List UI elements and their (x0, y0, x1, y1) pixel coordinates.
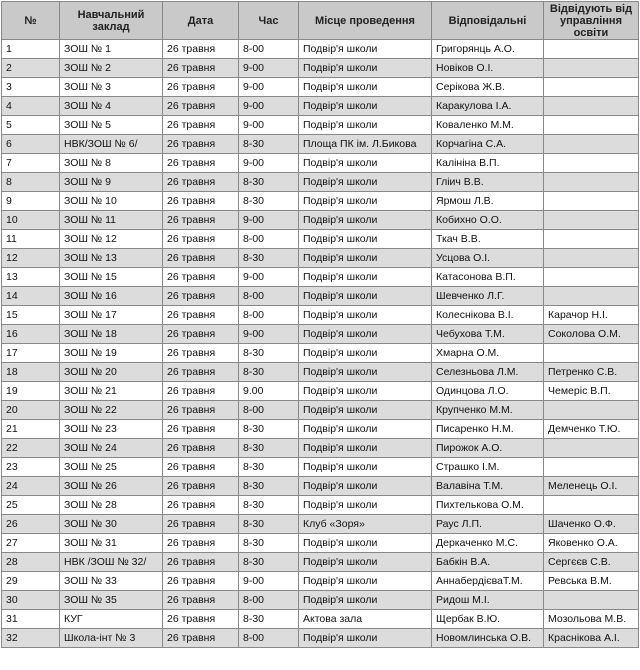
cell-time: 8-00 (239, 591, 299, 610)
cell-number: 31 (2, 610, 60, 629)
cell-date: 26 травня (163, 496, 239, 515)
cell-date: 26 травня (163, 97, 239, 116)
table-row (2, 515, 639, 534)
cell-institution: ЗОШ № 12 (60, 230, 163, 249)
table-row (2, 572, 639, 591)
cell-visitors (544, 211, 639, 230)
cell-date: 26 травня (163, 591, 239, 610)
cell-date: 26 травня (163, 610, 239, 629)
cell-number: 8 (2, 173, 60, 192)
cell-date: 26 травня (163, 211, 239, 230)
cell-responsible: Деркаченко М.С. (432, 534, 544, 553)
cell-time: 9-00 (239, 78, 299, 97)
cell-date: 26 травня (163, 59, 239, 78)
cell-visitors: Краснікова А.І. (544, 629, 639, 648)
cell-time: 9-00 (239, 97, 299, 116)
cell-visitors: Соколова О.М. (544, 325, 639, 344)
cell-institution: ЗОШ № 4 (60, 97, 163, 116)
table-row (2, 496, 639, 515)
cell-responsible: Щербак В.Ю. (432, 610, 544, 629)
cell-venue: Подвір'я школи (299, 534, 432, 553)
cell-time: 8-00 (239, 40, 299, 59)
cell-institution: НВК/ЗОШ № 6/ (60, 135, 163, 154)
cell-institution: ЗОШ № 20 (60, 363, 163, 382)
cell-visitors: Яковенко О.А. (544, 534, 639, 553)
header-visitors: Відвідують від управління освіти (544, 2, 639, 40)
cell-venue: Подвір'я школи (299, 458, 432, 477)
cell-institution: ЗОШ № 16 (60, 287, 163, 306)
table-row (2, 230, 639, 249)
cell-institution: НВК /ЗОШ № 32/ (60, 553, 163, 572)
header-venue: Місце проведення (299, 2, 432, 40)
cell-visitors: Шаченко О.Ф. (544, 515, 639, 534)
cell-date: 26 травня (163, 629, 239, 648)
cell-date: 26 травня (163, 515, 239, 534)
cell-responsible: Ридош М.І. (432, 591, 544, 610)
cell-number: 13 (2, 268, 60, 287)
cell-number: 22 (2, 439, 60, 458)
cell-venue: Подвір'я школи (299, 344, 432, 363)
cell-responsible: Крупченко М.М. (432, 401, 544, 420)
cell-number: 17 (2, 344, 60, 363)
table-row (2, 439, 639, 458)
cell-number: 16 (2, 325, 60, 344)
cell-number: 7 (2, 154, 60, 173)
cell-date: 26 травня (163, 40, 239, 59)
cell-time: 9-00 (239, 268, 299, 287)
cell-institution: ЗОШ № 3 (60, 78, 163, 97)
cell-responsible: Серікова Ж.В. (432, 78, 544, 97)
cell-time: 8-00 (239, 230, 299, 249)
table-row (2, 363, 639, 382)
cell-institution: ЗОШ № 35 (60, 591, 163, 610)
table-row (2, 192, 639, 211)
cell-date: 26 травня (163, 192, 239, 211)
table-row (2, 116, 639, 135)
cell-time: 8-30 (239, 363, 299, 382)
cell-venue: Актова зала (299, 610, 432, 629)
cell-institution: ЗОШ № 30 (60, 515, 163, 534)
cell-responsible: Коваленко М.М. (432, 116, 544, 135)
cell-date: 26 травня (163, 477, 239, 496)
cell-venue: Площа ПК ім. Л.Бикова (299, 135, 432, 154)
cell-number: 26 (2, 515, 60, 534)
cell-venue: Подвір'я школи (299, 572, 432, 591)
cell-time: 8-00 (239, 306, 299, 325)
cell-visitors (544, 192, 639, 211)
cell-visitors (544, 40, 639, 59)
cell-visitors (544, 59, 639, 78)
header-date: Дата (163, 2, 239, 40)
cell-venue: Подвір'я школи (299, 629, 432, 648)
cell-visitors (544, 591, 639, 610)
header-responsible: Відповідальні (432, 2, 544, 40)
cell-responsible: Корчагіна С.А. (432, 135, 544, 154)
cell-time: 8-30 (239, 553, 299, 572)
cell-venue: Подвір'я школи (299, 173, 432, 192)
cell-time: 8-30 (239, 173, 299, 192)
cell-visitors: Чемеріс В.П. (544, 382, 639, 401)
cell-institution: ЗОШ № 1 (60, 40, 163, 59)
cell-venue: Подвір'я школи (299, 249, 432, 268)
cell-institution: ЗОШ № 26 (60, 477, 163, 496)
cell-institution: ЗОШ № 24 (60, 439, 163, 458)
table-row (2, 59, 639, 78)
cell-visitors: Меленець О.І. (544, 477, 639, 496)
cell-responsible: Одинцова Л.О. (432, 382, 544, 401)
table-row (2, 173, 639, 192)
cell-venue: Подвір'я школи (299, 325, 432, 344)
table-row (2, 78, 639, 97)
cell-date: 26 травня (163, 363, 239, 382)
table-row (2, 211, 639, 230)
cell-responsible: Катасонова В.П. (432, 268, 544, 287)
cell-number: 18 (2, 363, 60, 382)
table-row (2, 420, 639, 439)
cell-institution: ЗОШ № 10 (60, 192, 163, 211)
cell-responsible: Каракулова І.А. (432, 97, 544, 116)
cell-number: 21 (2, 420, 60, 439)
cell-institution: ЗОШ № 25 (60, 458, 163, 477)
cell-visitors: Ревська В.М. (544, 572, 639, 591)
cell-visitors (544, 439, 639, 458)
cell-number: 15 (2, 306, 60, 325)
cell-number: 2 (2, 59, 60, 78)
cell-institution: ЗОШ № 31 (60, 534, 163, 553)
schedule-table (1, 1, 639, 648)
table-row (2, 344, 639, 363)
cell-venue: Подвір'я школи (299, 192, 432, 211)
cell-date: 26 травня (163, 287, 239, 306)
cell-responsible: Григорянць А.О. (432, 40, 544, 59)
table-row (2, 477, 639, 496)
cell-date: 26 травня (163, 154, 239, 173)
cell-responsible: Бабкін В.А. (432, 553, 544, 572)
table-row (2, 97, 639, 116)
cell-time: 8-30 (239, 515, 299, 534)
cell-institution: ЗОШ № 2 (60, 59, 163, 78)
cell-responsible: Усцова О.І. (432, 249, 544, 268)
cell-venue: Подвір'я школи (299, 382, 432, 401)
cell-responsible: Шевченко Л.Г. (432, 287, 544, 306)
cell-institution: ЗОШ № 13 (60, 249, 163, 268)
table-row (2, 306, 639, 325)
cell-responsible: Калініна В.П. (432, 154, 544, 173)
cell-responsible: Писаренко Н.М. (432, 420, 544, 439)
cell-venue: Подвір'я школи (299, 287, 432, 306)
cell-number: 30 (2, 591, 60, 610)
cell-date: 26 травня (163, 439, 239, 458)
cell-time: 9.00 (239, 382, 299, 401)
cell-institution: ЗОШ № 18 (60, 325, 163, 344)
cell-venue: Подвір'я школи (299, 591, 432, 610)
cell-visitors (544, 173, 639, 192)
cell-date: 26 травня (163, 230, 239, 249)
cell-responsible: Хмарна О.М. (432, 344, 544, 363)
cell-venue: Подвір'я школи (299, 116, 432, 135)
cell-responsible: Пирожок А.О. (432, 439, 544, 458)
cell-number: 14 (2, 287, 60, 306)
cell-time: 8-30 (239, 477, 299, 496)
cell-time: 9-00 (239, 59, 299, 78)
cell-venue: Подвір'я школи (299, 401, 432, 420)
cell-visitors (544, 496, 639, 515)
cell-visitors: Сергєєв С.В. (544, 553, 639, 572)
cell-responsible: Ярмош Л.В. (432, 192, 544, 211)
table-body (2, 40, 639, 648)
cell-responsible: Валавіна Т.М. (432, 477, 544, 496)
cell-responsible: Раус Л.П. (432, 515, 544, 534)
cell-number: 9 (2, 192, 60, 211)
cell-visitors (544, 344, 639, 363)
cell-visitors: Демченко Т.Ю. (544, 420, 639, 439)
cell-visitors (544, 154, 639, 173)
cell-time: 8-30 (239, 610, 299, 629)
cell-venue: Подвір'я школи (299, 154, 432, 173)
cell-institution: ЗОШ № 19 (60, 344, 163, 363)
cell-number: 32 (2, 629, 60, 648)
cell-venue: Подвір'я школи (299, 553, 432, 572)
cell-venue: Подвір'я школи (299, 59, 432, 78)
cell-venue: Подвір'я школи (299, 230, 432, 249)
cell-visitors (544, 230, 639, 249)
cell-date: 26 травня (163, 135, 239, 154)
table-row (2, 249, 639, 268)
table-row (2, 154, 639, 173)
cell-visitors (544, 97, 639, 116)
cell-date: 26 травня (163, 382, 239, 401)
cell-visitors (544, 116, 639, 135)
header-institution: Навчальний заклад (60, 2, 163, 40)
cell-venue: Подвір'я школи (299, 496, 432, 515)
cell-time: 8-30 (239, 496, 299, 515)
cell-venue: Подвір'я школи (299, 78, 432, 97)
cell-date: 26 травня (163, 553, 239, 572)
cell-number: 12 (2, 249, 60, 268)
cell-number: 1 (2, 40, 60, 59)
header-row (2, 2, 639, 40)
cell-institution: ЗОШ № 15 (60, 268, 163, 287)
cell-time: 8-00 (239, 629, 299, 648)
cell-visitors: Мозольова М.В. (544, 610, 639, 629)
cell-number: 5 (2, 116, 60, 135)
table-row (2, 534, 639, 553)
cell-number: 24 (2, 477, 60, 496)
cell-institution: ЗОШ № 28 (60, 496, 163, 515)
cell-time: 9-00 (239, 154, 299, 173)
cell-time: 8-30 (239, 249, 299, 268)
cell-time: 8-30 (239, 344, 299, 363)
cell-time: 8-30 (239, 458, 299, 477)
cell-date: 26 травня (163, 401, 239, 420)
cell-time: 8-00 (239, 287, 299, 306)
cell-venue: Подвір'я школи (299, 439, 432, 458)
cell-date: 26 травня (163, 116, 239, 135)
cell-number: 11 (2, 230, 60, 249)
cell-date: 26 травня (163, 458, 239, 477)
cell-venue: Подвір'я школи (299, 420, 432, 439)
cell-time: 8-30 (239, 135, 299, 154)
cell-institution: ЗОШ № 8 (60, 154, 163, 173)
cell-institution: ЗОШ № 23 (60, 420, 163, 439)
cell-institution: ЗОШ № 17 (60, 306, 163, 325)
cell-institution: ЗОШ № 33 (60, 572, 163, 591)
cell-responsible: Ткач В.В. (432, 230, 544, 249)
cell-institution: ЗОШ № 9 (60, 173, 163, 192)
cell-date: 26 травня (163, 306, 239, 325)
header-number: № (2, 2, 60, 40)
cell-number: 19 (2, 382, 60, 401)
cell-number: 28 (2, 553, 60, 572)
cell-number: 6 (2, 135, 60, 154)
cell-number: 25 (2, 496, 60, 515)
table-row (2, 40, 639, 59)
cell-date: 26 травня (163, 173, 239, 192)
cell-visitors: Карачор Н.І. (544, 306, 639, 325)
cell-institution: ЗОШ № 5 (60, 116, 163, 135)
cell-institution: ЗОШ № 21 (60, 382, 163, 401)
cell-institution: Школа-інт № 3 (60, 629, 163, 648)
cell-visitors (544, 78, 639, 97)
cell-time: 8-30 (239, 534, 299, 553)
cell-venue: Подвір'я школи (299, 477, 432, 496)
cell-date: 26 травня (163, 249, 239, 268)
cell-responsible: Кобихно О.О. (432, 211, 544, 230)
table-row (2, 629, 639, 648)
cell-date: 26 травня (163, 78, 239, 97)
table-row (2, 135, 639, 154)
cell-venue: Подвір'я школи (299, 40, 432, 59)
cell-institution: ЗОШ № 22 (60, 401, 163, 420)
cell-date: 26 травня (163, 268, 239, 287)
cell-time: 9-00 (239, 116, 299, 135)
cell-responsible: Пихтелькова О.М. (432, 496, 544, 515)
cell-number: 20 (2, 401, 60, 420)
cell-time: 8-00 (239, 401, 299, 420)
cell-venue: Подвір'я школи (299, 268, 432, 287)
header-time: Час (239, 2, 299, 40)
cell-responsible: Новіков О.І. (432, 59, 544, 78)
cell-date: 26 травня (163, 534, 239, 553)
cell-time: 9-00 (239, 325, 299, 344)
table-row (2, 401, 639, 420)
table-row (2, 382, 639, 401)
cell-number: 23 (2, 458, 60, 477)
table-row (2, 287, 639, 306)
cell-visitors (544, 401, 639, 420)
table-row (2, 458, 639, 477)
cell-responsible: Новомлинська О.В. (432, 629, 544, 648)
cell-number: 3 (2, 78, 60, 97)
cell-date: 26 травня (163, 572, 239, 591)
table-row (2, 591, 639, 610)
cell-responsible: Гліич В.В. (432, 173, 544, 192)
table-row (2, 610, 639, 629)
table-row (2, 553, 639, 572)
cell-venue: Подвір'я школи (299, 97, 432, 116)
cell-venue: Клуб «Зоря» (299, 515, 432, 534)
cell-venue: Подвір'я школи (299, 211, 432, 230)
cell-time: 8-30 (239, 192, 299, 211)
cell-visitors (544, 458, 639, 477)
cell-visitors: Петренко С.В. (544, 363, 639, 382)
cell-date: 26 травня (163, 420, 239, 439)
cell-time: 8-30 (239, 439, 299, 458)
cell-responsible: Страшко І.М. (432, 458, 544, 477)
cell-number: 27 (2, 534, 60, 553)
cell-responsible: Селезньова Л.М. (432, 363, 544, 382)
cell-number: 4 (2, 97, 60, 116)
cell-date: 26 травня (163, 325, 239, 344)
cell-time: 8-30 (239, 420, 299, 439)
cell-institution: КУГ (60, 610, 163, 629)
table-row (2, 268, 639, 287)
cell-institution: ЗОШ № 11 (60, 211, 163, 230)
cell-responsible: Колеснікова В.І. (432, 306, 544, 325)
cell-number: 29 (2, 572, 60, 591)
cell-time: 9-00 (239, 211, 299, 230)
cell-responsible: Чебухова Т.М. (432, 325, 544, 344)
cell-number: 10 (2, 211, 60, 230)
table-row (2, 325, 639, 344)
cell-time: 9-00 (239, 572, 299, 591)
cell-visitors (544, 135, 639, 154)
cell-responsible: АннабердієваТ.М. (432, 572, 544, 591)
cell-visitors (544, 249, 639, 268)
cell-date: 26 травня (163, 344, 239, 363)
cell-venue: Подвір'я школи (299, 306, 432, 325)
cell-venue: Подвір'я школи (299, 363, 432, 382)
cell-visitors (544, 287, 639, 306)
cell-visitors (544, 268, 639, 287)
